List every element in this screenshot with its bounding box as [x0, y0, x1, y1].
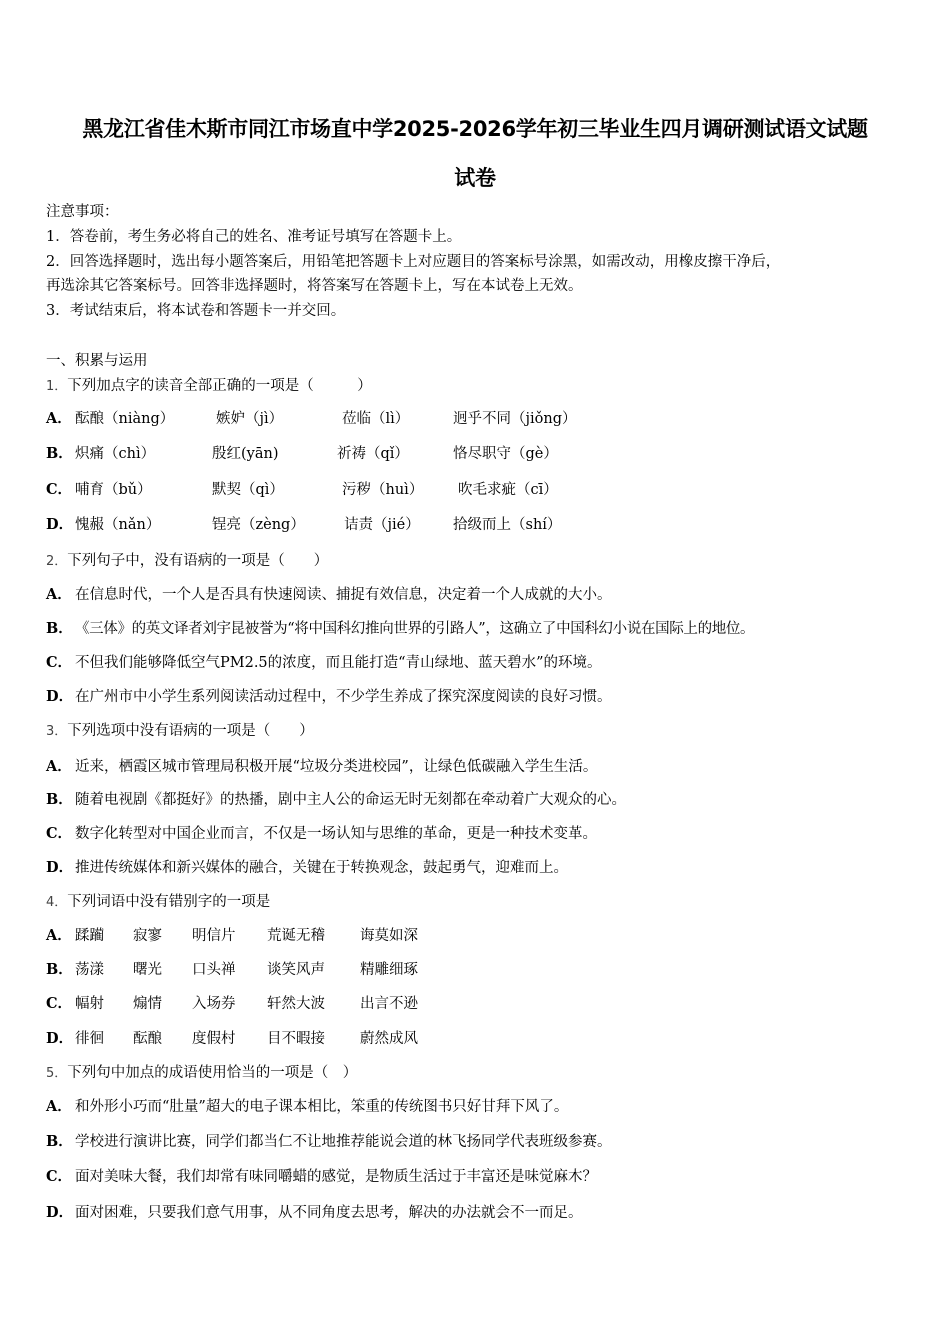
option-text: 学校进行演讲比赛，同学们都当仁不让地推荐能说会道的林飞扬同学代表班级参赛。 — [75, 1134, 612, 1150]
option-text: 数字化转型对中国企业而言，不仅是一场认知与思维的革命，更是一种技术变革。 — [75, 826, 597, 842]
option-cell: 谈笑风声 — [267, 962, 325, 978]
option-label: C． — [46, 1168, 73, 1185]
option-cell: 酝酿（niàng） — [75, 411, 175, 427]
option-cell: 蹂躏 — [75, 928, 104, 944]
option-cell: 口头禅 — [192, 962, 236, 978]
question-4-stem — [46, 892, 270, 913]
q5-option-a — [46, 1097, 568, 1117]
question-number: 5． — [46, 1066, 68, 1081]
option-cell: 荒诞无稽 — [267, 928, 325, 944]
option-text: 近来，栖霞区城市管理局积极开展“垃圾分类进校园”，让绿色低碳融入学生生活。 — [75, 759, 598, 775]
q3-option-d — [46, 858, 568, 878]
option-label: C． — [46, 995, 73, 1012]
option-label: D． — [46, 688, 74, 705]
option-label: A． — [46, 410, 72, 427]
q5-option-b — [46, 1132, 612, 1152]
option-label: A． — [46, 1098, 72, 1115]
q3-option-c — [46, 824, 597, 844]
option-cell: 明信片 — [192, 928, 236, 944]
option-label: A． — [46, 586, 72, 603]
question-text: 下列句中加点的成语使用恰当的一项是（ ） — [67, 1065, 358, 1081]
option-label: D． — [46, 516, 74, 533]
option-cell: 寂寥 — [133, 928, 162, 944]
question-text: 下列句子中，没有语病的一项是（ ） — [67, 553, 329, 569]
option-text: 推进传统媒体和新兴媒体的融合，关键在于转换观念，鼓起勇气，迎难而上。 — [75, 860, 568, 876]
q2-option-d — [46, 687, 612, 707]
option-text: 在信息时代，一个人是否具有快速阅读、捕捉有效信息，决定着一个人成就的大小。 — [75, 587, 612, 603]
option-cell: 莅临（lì） — [342, 411, 410, 427]
option-cell: 幅射 — [75, 996, 104, 1012]
note-item: 3．考试结束后，将本试卷和答题卡一并交回。 — [46, 303, 346, 319]
q1-option-d — [46, 515, 562, 535]
option-cell: 煽情 — [133, 996, 162, 1012]
option-text: 不但我们能够降低空气PM2.5的浓度，而且能打造“青山绿地、蓝天碧水”的环境。 — [75, 655, 602, 671]
option-cell: 酝酿 — [133, 1031, 162, 1047]
exam-title-line1: 黑龙江省佳木斯市同江市场直中学2025-2026学年初三毕业生四月调研测试语文试题 — [82, 117, 868, 141]
option-cell: 荡漾 — [75, 962, 104, 978]
q4-option-b — [46, 960, 418, 980]
question-number: 3． — [46, 724, 68, 739]
option-cell: 诲莫如深 — [360, 928, 418, 944]
question-3-stem — [46, 721, 314, 742]
option-text: 随着电视剧《都挺好》的热播，剧中主人公的命运无时无刻都在牵动着广大观众的心。 — [75, 792, 626, 808]
option-cell: 出言不逊 — [360, 996, 418, 1012]
option-cell: 炽痛（chì） — [75, 446, 156, 462]
q2-option-a — [46, 585, 612, 605]
option-label: C． — [46, 481, 73, 498]
question-1-stem — [46, 376, 372, 397]
note-item: 2．回答选择题时，选出每小题答案后，用铅笔把答题卡上对应题目的答案标号涂黑，如需改动，用橡皮擦干净后， — [46, 254, 781, 270]
option-cell: 恪尽职守（gè） — [453, 446, 558, 462]
option-text: 面对困难，只要我们意气用事，从不同角度去思考，解决的办法就会不一而足。 — [75, 1205, 583, 1221]
option-label: C． — [46, 654, 73, 671]
option-cell: 诘责（jié） — [344, 517, 420, 533]
option-cell: 愧赧（nǎn） — [75, 517, 161, 533]
question-number: 4． — [46, 895, 68, 910]
question-number: 1． — [46, 379, 68, 394]
option-cell: 拾级而上（shí） — [453, 517, 562, 533]
q5-option-d — [46, 1203, 583, 1223]
note-item: 1．答卷前，考生务必将自己的姓名、准考证号填写在答题卡上。 — [46, 229, 462, 245]
q4-option-d — [46, 1029, 418, 1049]
option-label: D． — [46, 1204, 74, 1221]
note-item: 再选涂其它答案标号。回答非选择题时，将答案写在答题卡上，写在本试卷上无效。 — [46, 278, 583, 294]
q2-option-b — [46, 619, 754, 639]
q5-option-c — [46, 1167, 597, 1187]
question-2-stem — [46, 551, 328, 572]
option-label: B． — [46, 620, 73, 637]
section-heading: 一、积累与运用 — [46, 353, 148, 369]
question-text: 下列词语中没有错别字的一项是 — [67, 894, 271, 910]
option-cell: 祈祷（qǐ） — [337, 446, 409, 462]
q1-option-b — [46, 444, 558, 464]
question-text: 下列选项中没有语病的一项是（ ） — [67, 723, 314, 739]
q1-option-a — [46, 409, 577, 429]
option-label: B． — [46, 791, 73, 808]
option-text: 和外形小巧而“肚量”超大的电子课本相比，笨重的传统图书只好甘拜下风了。 — [75, 1099, 569, 1115]
q3-option-a — [46, 757, 597, 777]
q2-option-c — [46, 653, 602, 673]
option-label: D． — [46, 859, 74, 876]
option-cell: 锃亮（zèng） — [212, 517, 305, 533]
option-cell: 默契（qì） — [212, 482, 284, 498]
option-label: B． — [46, 445, 73, 462]
option-cell: 吹毛求疵（cī） — [458, 482, 558, 498]
option-cell: 目不暇接 — [267, 1031, 325, 1047]
option-cell: 度假村 — [192, 1031, 236, 1047]
option-cell: 蔚然成风 — [360, 1031, 418, 1047]
option-label: A． — [46, 758, 72, 775]
q4-option-c — [46, 994, 418, 1014]
option-cell: 徘徊 — [75, 1031, 104, 1047]
option-cell: 迥乎不同（jiǒng） — [453, 411, 577, 427]
q4-option-a — [46, 926, 418, 946]
question-number: 2． — [46, 554, 68, 569]
exam-title-line2: 试卷 — [454, 166, 496, 190]
option-text: 在广州市中小学生系列阅读活动过程中，不少学生养成了探究深度阅读的良好习惯。 — [75, 689, 612, 705]
option-label: D． — [46, 1030, 74, 1047]
notes-heading: 注意事项： — [46, 204, 119, 220]
option-cell: 曙光 — [133, 962, 162, 978]
option-label: B． — [46, 961, 73, 978]
option-label: C． — [46, 825, 73, 842]
option-cell: 精雕细琢 — [360, 962, 418, 978]
option-text: 面对美味大餐，我们却常有味同嚼蜡的感觉，是物质生活过于丰富还是味觉麻木？ — [75, 1169, 597, 1185]
question-5-stem — [46, 1063, 357, 1084]
option-cell: 哺育（bǔ） — [75, 482, 152, 498]
q3-option-b — [46, 790, 626, 810]
option-cell: 嫉妒（jì） — [216, 411, 284, 427]
q1-option-c — [46, 480, 558, 500]
option-label: B． — [46, 1133, 73, 1150]
option-cell: 污秽（huì） — [342, 482, 424, 498]
question-text: 下列加点字的读音全部正确的一项是（ ） — [67, 378, 372, 394]
option-text: 《三体》的英文译者刘宇昆被誉为“将中国科幻推向世界的引路人”，这确立了中国科幻小说在国际上的地位。 — [75, 621, 755, 637]
option-cell: 殷红(yān) — [212, 446, 279, 462]
option-label: A． — [46, 927, 72, 944]
option-cell: 入场券 — [192, 996, 236, 1012]
option-cell: 轩然大波 — [267, 996, 325, 1012]
